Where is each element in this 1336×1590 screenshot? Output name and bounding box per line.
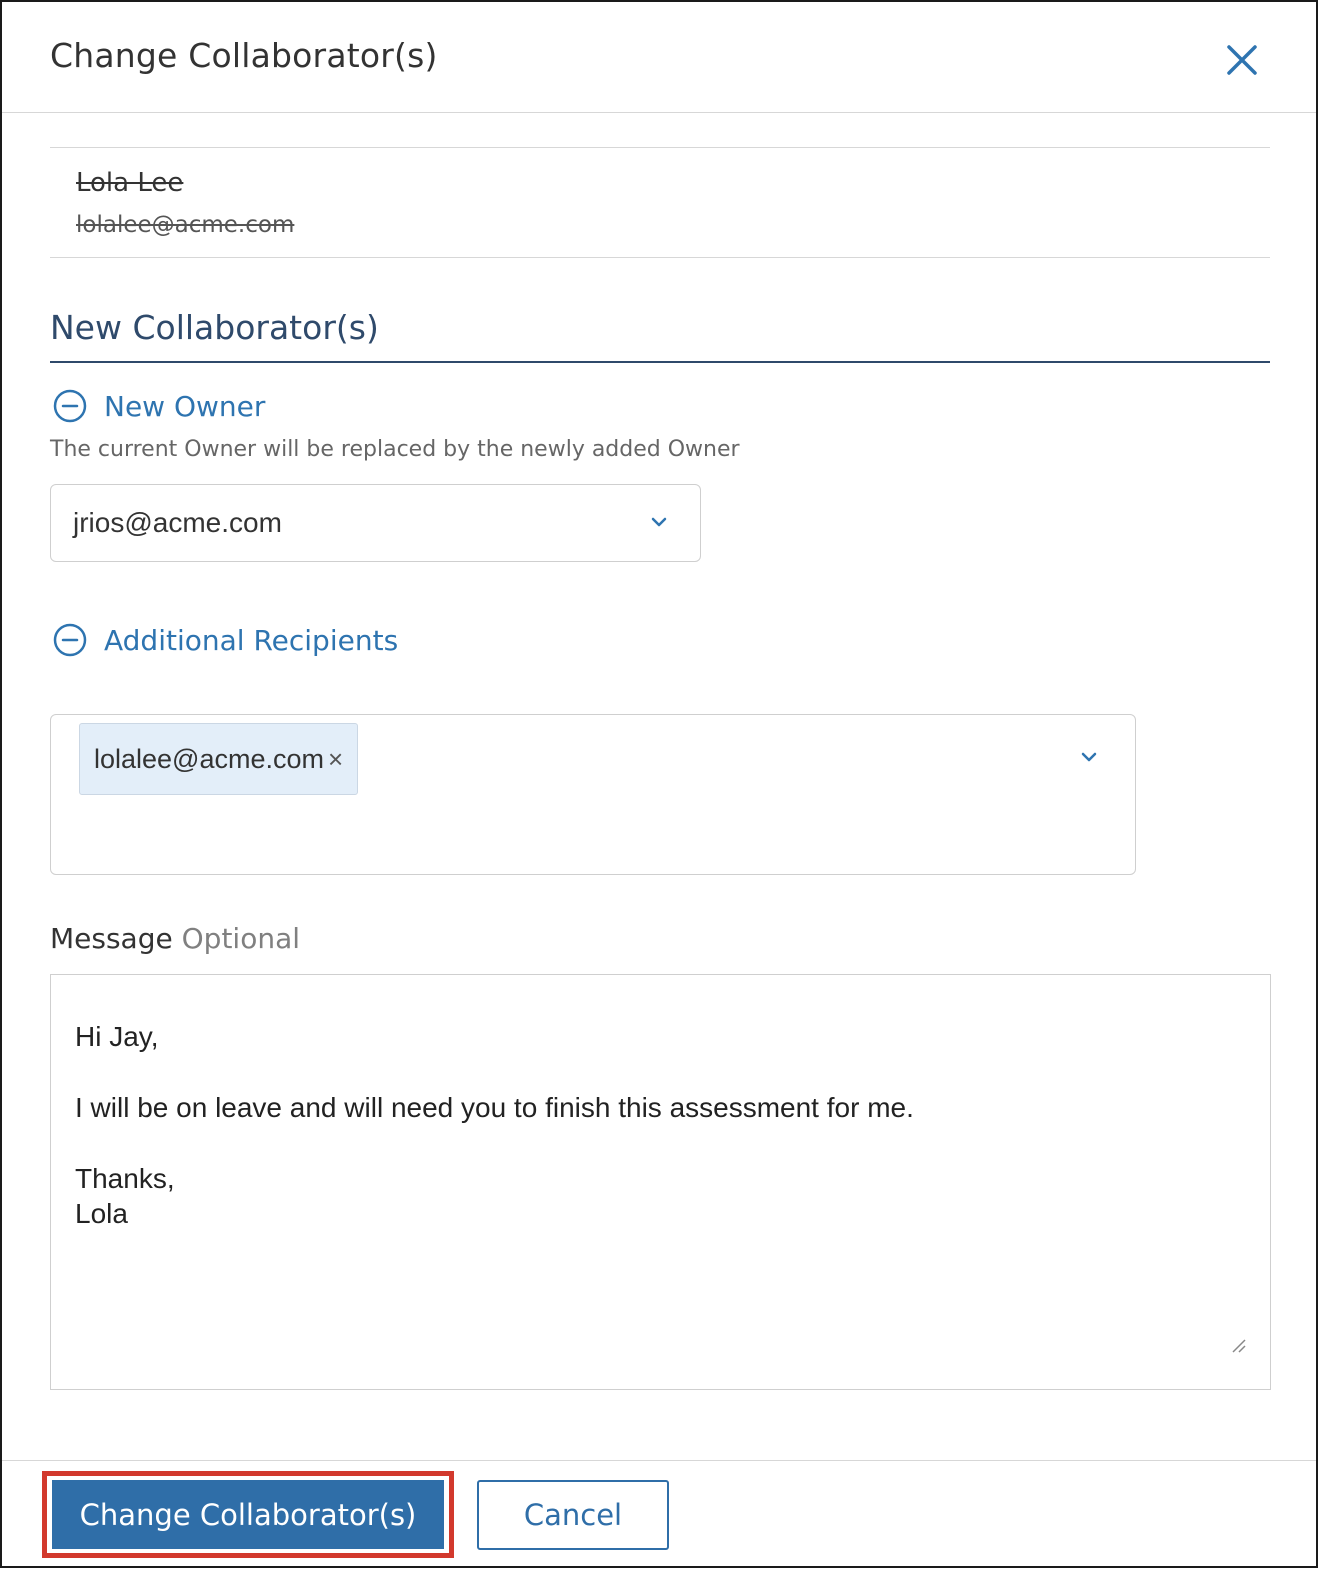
- recipient-chip-label: lolalee@acme.com: [94, 743, 325, 774]
- recipient-chip: [79, 723, 358, 795]
- message-line: I will be on leave and will need you to finish this assessment for me.: [75, 1092, 914, 1123]
- change-collaborators-button[interactable]: Change Collaborator(s): [52, 1480, 444, 1549]
- additional-recipients-label: Additional Recipients: [104, 623, 399, 657]
- new-owner-label: New Owner: [104, 389, 266, 423]
- section-divider: [50, 361, 1270, 363]
- additional-recipients-select[interactable]: [50, 714, 1136, 875]
- close-icon[interactable]: [1220, 38, 1264, 82]
- dialog-header: [2, 2, 1316, 113]
- new-collaborators-heading: New Collaborator(s): [50, 308, 379, 347]
- message-line: Lola: [75, 1198, 128, 1229]
- minus-circle-icon: [52, 388, 88, 424]
- chevron-down-icon[interactable]: [1078, 746, 1100, 768]
- new-owner-value: jrios@acme.com: [73, 507, 282, 538]
- message-optional-text: Optional: [181, 922, 301, 955]
- message-textarea[interactable]: [50, 974, 1271, 1390]
- removed-collaborator-email: lolalee@acme.com: [76, 212, 295, 238]
- minus-circle-icon: [52, 622, 88, 658]
- new-owner-toggle[interactable]: [52, 388, 265, 424]
- chevron-down-icon: [648, 511, 670, 533]
- new-owner-hint: The current Owner will be replaced by the newly added Owner: [50, 437, 740, 462]
- removed-collaborator-name: Lola Lee: [76, 168, 184, 198]
- message-label: [50, 922, 300, 955]
- message-label-text: Message: [50, 922, 173, 955]
- message-line: Thanks,: [75, 1163, 175, 1194]
- cancel-button[interactable]: Cancel: [477, 1480, 669, 1550]
- additional-recipients-toggle[interactable]: [52, 622, 398, 658]
- dialog-title: Change Collaborator(s): [50, 36, 438, 75]
- removed-collaborator: [50, 147, 1270, 258]
- resize-grip-icon[interactable]: [1230, 1337, 1246, 1353]
- message-line: Hi Jay,: [75, 1021, 159, 1052]
- remove-chip-icon[interactable]: ×: [328, 743, 344, 774]
- new-owner-select[interactable]: [50, 484, 701, 562]
